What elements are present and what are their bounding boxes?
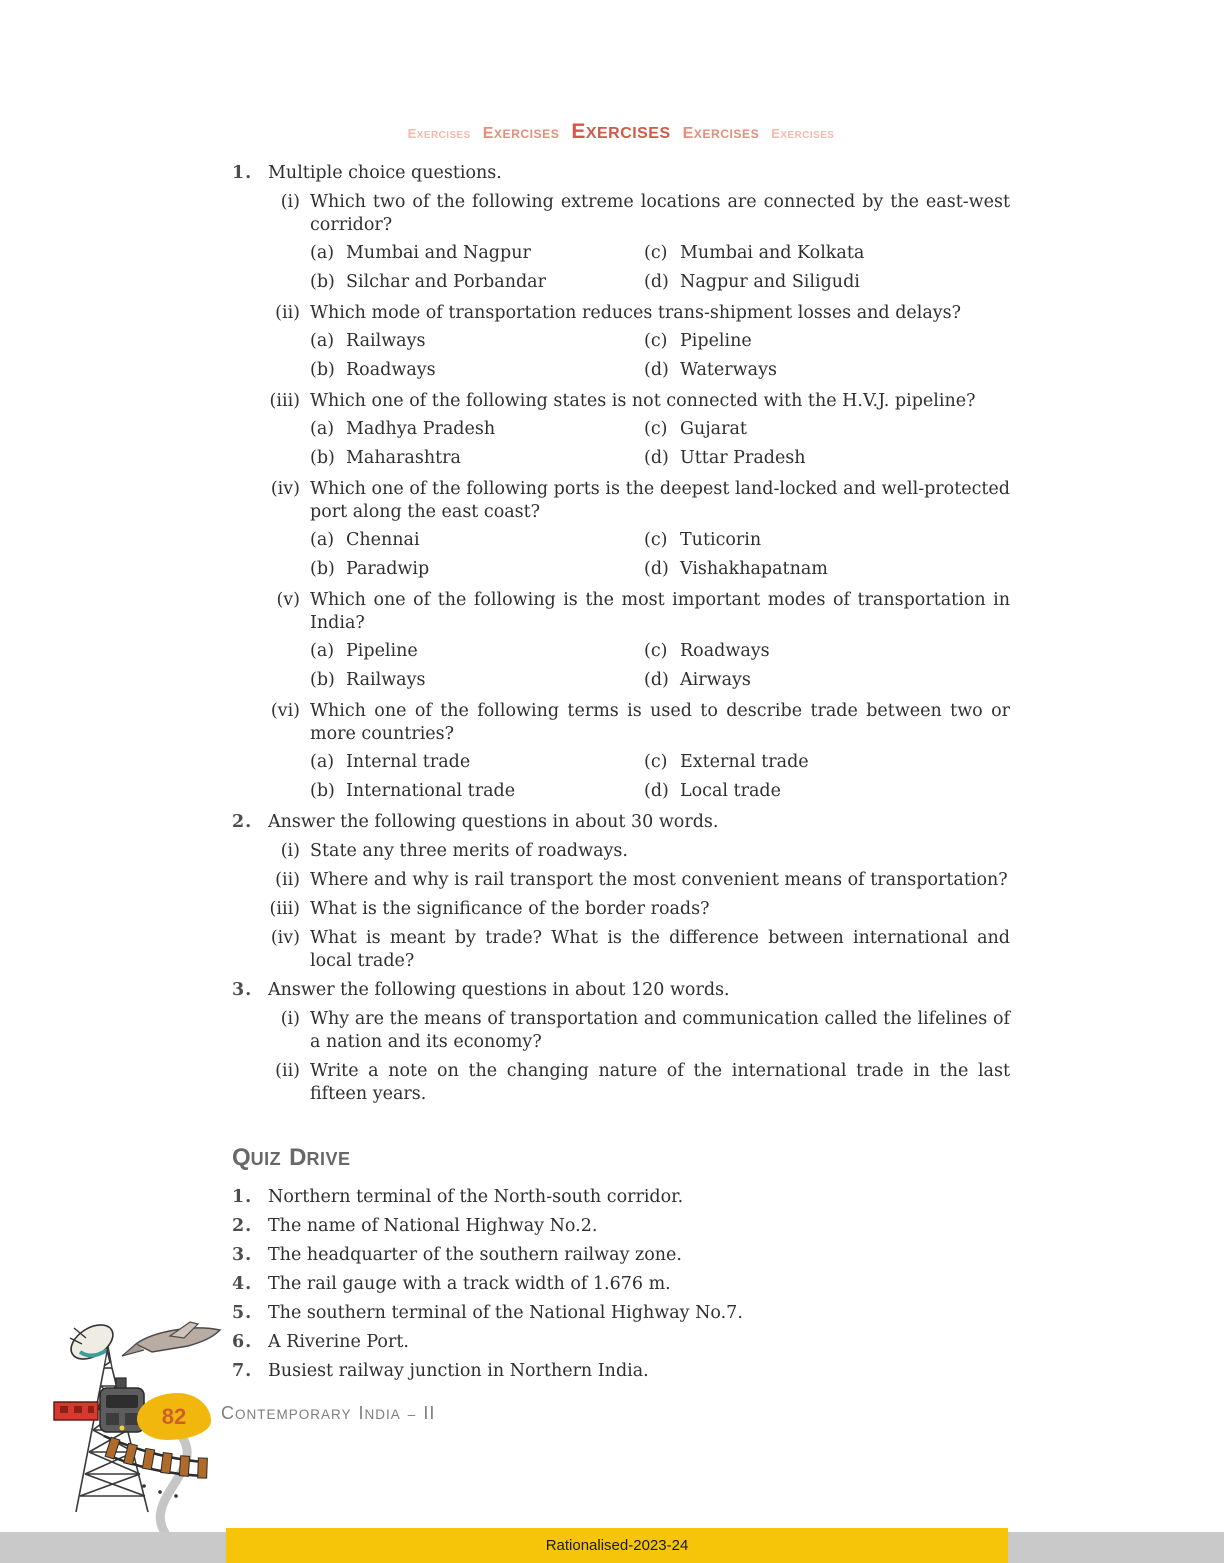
question-body bbox=[310, 589, 1010, 700]
question-text: Which one of the following is the most important modes of transportation in India? bbox=[310, 590, 1010, 633]
question-text: What is meant by trade? What is the difference between international and local trade? bbox=[310, 928, 1010, 971]
question-row bbox=[232, 589, 1010, 700]
question-body bbox=[310, 840, 1010, 869]
option-text: Silchar and Porbandar bbox=[346, 272, 546, 292]
long-title-row bbox=[232, 979, 1010, 1002]
airplane-icon bbox=[122, 1322, 220, 1356]
question-body bbox=[310, 898, 1010, 927]
question-row bbox=[232, 1060, 1010, 1112]
question-row bbox=[232, 840, 1010, 869]
railway-track-icon bbox=[104, 1436, 207, 1498]
question-body bbox=[310, 869, 1010, 898]
question-label: (vi) bbox=[270, 701, 300, 721]
quiz-item-number: 4. bbox=[232, 1274, 253, 1294]
question-body bbox=[310, 478, 1010, 589]
question-label: (i) bbox=[280, 841, 300, 861]
question-row bbox=[232, 1008, 1010, 1060]
option-label: (d) bbox=[644, 360, 669, 380]
exercises-heading bbox=[232, 120, 1010, 146]
quiz-item-number: 5. bbox=[232, 1303, 253, 1323]
option-text: Mumbai and Nagpur bbox=[346, 243, 531, 263]
option-label: (a) bbox=[310, 243, 335, 263]
quiz-item bbox=[232, 1186, 1010, 1209]
question-text: Which one of the following terms is used to describe trade between two or more countries? bbox=[310, 701, 1010, 744]
option-label: (a) bbox=[310, 419, 335, 439]
mcq-option bbox=[310, 751, 644, 774]
mcq-option bbox=[310, 558, 644, 581]
mcq-option bbox=[644, 359, 1010, 382]
quiz-item-text: The name of National Highway No.2. bbox=[268, 1216, 598, 1236]
quiz-item bbox=[232, 1215, 1010, 1238]
option-text: Airways bbox=[680, 670, 751, 690]
question-body bbox=[310, 1008, 1010, 1060]
mcq-option bbox=[644, 418, 1010, 441]
mcq-option bbox=[644, 271, 1010, 294]
short-answer-section bbox=[232, 811, 1010, 979]
quiz-drive-list bbox=[232, 1186, 1010, 1383]
option-label: (c) bbox=[644, 331, 668, 351]
question-row bbox=[232, 898, 1010, 927]
question-row bbox=[232, 191, 1010, 302]
question-row bbox=[232, 700, 1010, 811]
quiz-item-text: The rail gauge with a track width of 1.676 m. bbox=[268, 1274, 671, 1294]
option-label: (d) bbox=[644, 448, 669, 468]
footer-banner bbox=[226, 1528, 1008, 1563]
mcq-option bbox=[310, 447, 644, 470]
quiz-item-number: 6. bbox=[232, 1332, 253, 1352]
option-label: (d) bbox=[644, 670, 669, 690]
long-answer-section bbox=[232, 979, 1010, 1112]
item-number: 3. bbox=[232, 980, 253, 1000]
exercises-word: EXERCISES bbox=[771, 126, 835, 141]
option-text: Pipeline bbox=[346, 641, 418, 661]
option-label: (a) bbox=[310, 641, 335, 661]
question-text: Which two of the following extreme locations are connected by the east-west corridor? bbox=[310, 192, 1010, 235]
option-label: (b) bbox=[310, 781, 335, 801]
question-body bbox=[310, 390, 1010, 478]
item-title-text: Multiple choice questions. bbox=[268, 163, 502, 183]
mcq-option bbox=[644, 242, 1010, 265]
option-text: Tuticorin bbox=[680, 530, 762, 550]
option-label: (b) bbox=[310, 670, 335, 690]
page-number-badge bbox=[137, 1393, 211, 1440]
question-row bbox=[232, 302, 1010, 390]
option-text: Paradwip bbox=[346, 559, 430, 579]
quiz-item-text: The headquarter of the southern railway zone. bbox=[268, 1245, 682, 1265]
quiz-item-number: 3. bbox=[232, 1245, 253, 1265]
option-label: (b) bbox=[310, 448, 335, 468]
option-label: (c) bbox=[644, 243, 668, 263]
quiz-drive-heading: QUIZ DRIVE bbox=[232, 1144, 351, 1171]
option-text: Local trade bbox=[680, 781, 781, 801]
quiz-item bbox=[232, 1302, 1010, 1325]
question-body bbox=[310, 302, 1010, 390]
question-body bbox=[310, 191, 1010, 302]
book-title: CONTEMPORARY INDIA – II bbox=[221, 1403, 436, 1423]
option-text: Waterways bbox=[680, 360, 777, 380]
option-text: International trade bbox=[346, 781, 516, 801]
option-label: (b) bbox=[310, 272, 335, 292]
question-row bbox=[232, 927, 1010, 979]
exercises-word: EXERCISES bbox=[407, 126, 471, 141]
option-text: Nagpur and Siligudi bbox=[680, 272, 860, 292]
question-text: Which mode of transportation reduces trans-shipment losses and delays? bbox=[310, 303, 962, 323]
quiz-item bbox=[232, 1244, 1010, 1267]
mcq-option bbox=[310, 418, 644, 441]
question-row bbox=[232, 390, 1010, 478]
option-label: (b) bbox=[310, 360, 335, 380]
mcq-questions bbox=[232, 191, 1010, 811]
item-number: 2. bbox=[232, 812, 253, 832]
option-label: (d) bbox=[644, 781, 669, 801]
long-questions bbox=[232, 1008, 1010, 1112]
quiz-item-text: A Riverine Port. bbox=[268, 1332, 409, 1352]
option-text: Pipeline bbox=[680, 331, 752, 351]
page-number: 82 bbox=[161, 1403, 187, 1429]
question-text: Which one of the following ports is the deepest land-locked and well-protected port along the east coast? bbox=[310, 479, 1010, 522]
option-text: Vishakhapatnam bbox=[680, 559, 828, 579]
quiz-item bbox=[232, 1273, 1010, 1296]
quiz-item-text: The southern terminal of the National Highway No.7. bbox=[268, 1303, 743, 1323]
mcq-option bbox=[310, 529, 644, 552]
quiz-item-text: Northern terminal of the North-south corridor. bbox=[268, 1187, 684, 1207]
item-title-text: Answer the following questions in about 120 words. bbox=[268, 980, 730, 1000]
option-text: Railways bbox=[346, 331, 426, 351]
question-label: (iv) bbox=[270, 928, 300, 948]
question-label: (iii) bbox=[269, 899, 300, 919]
option-text: Uttar Pradesh bbox=[680, 448, 806, 468]
mcq-option bbox=[310, 669, 644, 692]
question-label: (v) bbox=[276, 590, 300, 610]
question-label: (iii) bbox=[269, 391, 300, 411]
question-row bbox=[232, 478, 1010, 589]
option-text: External trade bbox=[680, 752, 809, 772]
question-label: (i) bbox=[280, 1009, 300, 1029]
short-title-row bbox=[232, 811, 1010, 834]
options-grid bbox=[310, 751, 1010, 803]
question-label: (ii) bbox=[275, 870, 300, 890]
option-text: Gujarat bbox=[680, 419, 747, 439]
options-grid bbox=[310, 242, 1010, 294]
question-row bbox=[232, 869, 1010, 898]
mcq-option bbox=[310, 640, 644, 663]
mcq-option bbox=[644, 447, 1010, 470]
options-grid bbox=[310, 529, 1010, 581]
question-label: (i) bbox=[280, 192, 300, 212]
mcq-option bbox=[644, 558, 1010, 581]
option-text: Maharashtra bbox=[346, 448, 461, 468]
short-questions bbox=[232, 840, 1010, 979]
quiz-item-number: 2. bbox=[232, 1216, 253, 1236]
mcq-option bbox=[644, 640, 1010, 663]
mcq-option bbox=[644, 780, 1010, 803]
question-text: Which one of the following states is not connected with the H.V.J. pipeline? bbox=[310, 391, 976, 411]
mcq-option bbox=[310, 330, 644, 353]
mcq-option bbox=[644, 669, 1010, 692]
mcq-option bbox=[644, 529, 1010, 552]
question-body bbox=[310, 927, 1010, 979]
option-text: Internal trade bbox=[346, 752, 471, 772]
quiz-item-number: 7. bbox=[232, 1361, 253, 1381]
option-text: Chennai bbox=[346, 530, 420, 550]
quiz-item bbox=[232, 1360, 1010, 1383]
question-label: (ii) bbox=[275, 1061, 300, 1081]
option-label: (b) bbox=[310, 559, 335, 579]
option-text: Railways bbox=[346, 670, 426, 690]
mcq-option bbox=[310, 359, 644, 382]
option-label: (d) bbox=[644, 272, 669, 292]
option-label: (c) bbox=[644, 641, 668, 661]
item-number: 1. bbox=[232, 163, 253, 183]
mcq-option bbox=[310, 271, 644, 294]
page-content bbox=[232, 120, 1010, 1389]
mcq-section bbox=[232, 162, 1010, 811]
question-text: What is the significance of the border roads? bbox=[310, 899, 710, 919]
option-label: (c) bbox=[644, 752, 668, 772]
options-grid bbox=[310, 418, 1010, 470]
red-train-car-icon bbox=[54, 1402, 98, 1420]
question-label: (ii) bbox=[275, 303, 300, 323]
question-text: State any three merits of roadways. bbox=[310, 841, 628, 861]
options-grid bbox=[310, 640, 1010, 692]
question-text: Write a note on the changing nature of the international trade in the last fifteen years. bbox=[310, 1061, 1010, 1104]
mcq-option bbox=[644, 751, 1010, 774]
exercises-word: EXERCISES bbox=[571, 120, 671, 143]
quiz-item bbox=[232, 1331, 1010, 1354]
question-label: (iv) bbox=[270, 479, 300, 499]
option-label: (a) bbox=[310, 331, 335, 351]
option-label: (d) bbox=[644, 559, 669, 579]
option-label: (a) bbox=[310, 530, 335, 550]
item-title-text: Answer the following questions in about 30 words. bbox=[268, 812, 719, 832]
exercises-word: EXERCISES bbox=[682, 125, 760, 142]
option-text: Roadways bbox=[346, 360, 436, 380]
option-label: (c) bbox=[644, 419, 668, 439]
question-text: Why are the means of transportation and communication called the lifelines of a nation and its economy? bbox=[310, 1009, 1010, 1052]
mcq-title-row bbox=[232, 162, 1010, 185]
transport-communication-illustration bbox=[52, 1316, 242, 1563]
mcq-option bbox=[310, 242, 644, 265]
quiz-item-text: Busiest railway junction in Northern India. bbox=[268, 1361, 649, 1381]
question-body bbox=[310, 1060, 1010, 1112]
option-label: (a) bbox=[310, 752, 335, 772]
mcq-option bbox=[644, 330, 1010, 353]
question-body bbox=[310, 700, 1010, 811]
exercises-word: EXERCISES bbox=[482, 125, 560, 142]
options-grid bbox=[310, 330, 1010, 382]
footer-banner-text: Rationalised-2023-24 bbox=[545, 1537, 689, 1554]
mcq-option bbox=[310, 780, 644, 803]
option-text: Mumbai and Kolkata bbox=[680, 243, 865, 263]
option-text: Madhya Pradesh bbox=[346, 419, 496, 439]
option-label: (c) bbox=[644, 530, 668, 550]
option-text: Roadways bbox=[680, 641, 770, 661]
quiz-item-number: 1. bbox=[232, 1187, 253, 1207]
question-text: Where and why is rail transport the most convenient means of transportation? bbox=[310, 870, 1008, 890]
